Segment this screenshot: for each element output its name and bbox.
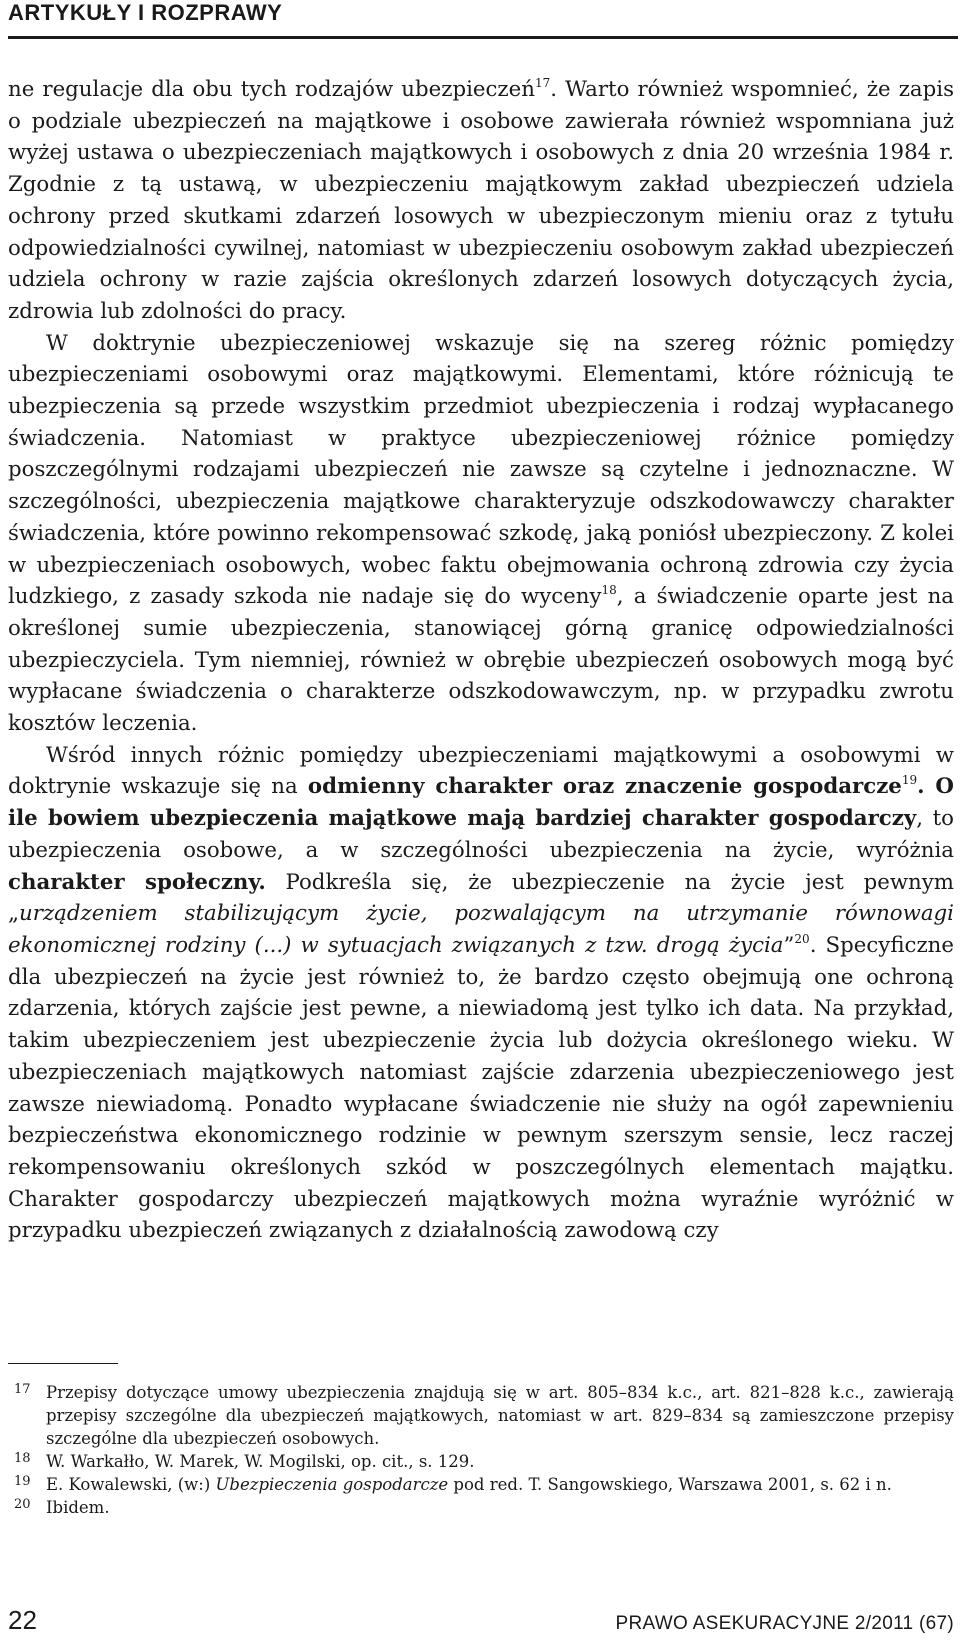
bold-text: . O ile bowiem ubezpieczenia majątkowe mają bardziej charakter gospodarczy — [8, 774, 954, 832]
text-run: , a świadczenie oparte jest na określonej sumie ubezpieczenia, stanowiącej górną granicę odpowiedzialności ubezpieczyciela. Tym niemniej, również w obrębie ubezpieczeń osobowych mogą być wypłacane świadczenia o charakterze odszkodowawczym, np. w przypadku zwrotu kosztów leczenia. — [8, 584, 954, 737]
footnotes — [8, 1381, 954, 1519]
footnote-text — [46, 1475, 892, 1494]
text-run: ne regulacje dla obu tych rodzajów ubezpieczeń — [8, 77, 535, 102]
text-run: , to ubezpieczenia osobowe, a w szczególności ubezpieczenia na życie, wyróżnia — [8, 806, 954, 863]
book-title: Ubezpieczenia gospodarcze — [215, 1475, 449, 1494]
journal-title: PRAWO ASEKURACYJNE 2/2011 (67) — [615, 1613, 954, 1634]
text-run: . Specyficzne dla ubezpieczeń na życie jest również to, że bardzo często obejmują one ochroną zdarzenia, których zajście jest pewne, a niewiadomą jest tylko ich data. Na przykład, takim ubezpieczeniem jest ubezpieczenie życia lub dożycia określonego wieku. W ubezpieczeniach majątkowych natomiast zajście zdarzenia ubezpieczeniowego jest zawsze niewiadomą. Ponadto wypłacane świadczenie nie służy na ogół zapewnieniu bezpieczeństwa ekonomicznego rodzinie w pewnym szerszym sensie, lecz raczej rekompensowaniu określonych szkód w poszczególnych elementach majątku. Charakter gospodarczy ubezpieczeń majątkowych można wyraźnie wyróżnić w przypadku ubezpieczeń związanych z działalnością zawodową czy — [8, 932, 955, 1244]
bold-text: odmienny charakter oraz znaczenie gospodarcze — [307, 774, 902, 800]
section-title: ARTYKUŁY I ROZPRAWY — [8, 0, 283, 25]
text-run: . Warto również wspomnieć, że zapis o podziale ubezpieczeń na majątkowe i osobowe zawierała również wspomniana już wyżej ustawa o ubezpieczeniach majątkowych i osobowych z dnia 20 września 1984 r. Zgodnie z tą ustawą, w ubezpieczeniu majątkowym zakład ubezpieczeń udziela ochrony przed skutkami zdarzeń losowych w ubezpieczonym mieniu oraz z tytułu odpowiedzialności cywilnej, natomiast w ubezpieczeniu osobowym zakład ubezpieczeń udziela ochrony w razie zajścia określonych zdarzeń losowych dotyczących życia, zdrowia lub zdolności do pracy. — [8, 77, 955, 324]
footnote-number: 20 — [14, 1497, 31, 1512]
footnote-number: 19 — [14, 1474, 31, 1489]
text-run: W doktrynie ubezpieczeniowej wskazuje się na szereg różnic pomiędzy ubezpieczeniami osobowymi oraz majątkowymi. Elementami, które różnicują te ubezpieczenia są przede wszystkim przedmiot ubezpieczenia i rodzaj wypłacanego świadczenia. Natomiast w praktyce ubezpieczeniowej różnice pomiędzy poszczególnymi rodzajami ubezpieczeń nie zawsze są czytelne i jednoznaczne. W szczególności, ubezpieczenia majątkowe charakteryzuje odszkodowawczy charakter świadczenia, które powinno rekompensować szkodę, jaką poniósł ubezpieczony. Z kolei w ubezpieczeniach osobowych, wobec faktu obejmowania ochroną zdrowia czy życia ludzkiego, z zasady szkoda nie nadaje się do wyceny — [8, 330, 954, 610]
footnote-ref: 19 — [901, 773, 918, 788]
page-number: 22 — [8, 1605, 37, 1635]
text-run: Podkreśla się, że ubezpieczenie na życie jest pewnym „ — [8, 869, 954, 927]
footnote-number: 17 — [14, 1382, 31, 1397]
article-body — [8, 74, 954, 1247]
text-run: E. Kowalewski, (w:) — [46, 1475, 216, 1494]
paragraph-3 — [8, 740, 954, 1247]
page-footer — [8, 1602, 954, 1642]
paragraph-2 — [8, 328, 954, 740]
footnote-separator — [8, 1363, 118, 1364]
footnote-18 — [8, 1450, 954, 1473]
running-header — [8, 0, 958, 39]
text-run: pod red. T. Sangowskiego, Warszawa 2001, s. 62 i n. — [448, 1475, 892, 1494]
footnote-ref: 18 — [601, 583, 617, 598]
footnote-number: 18 — [14, 1451, 31, 1466]
text-run: ” — [783, 932, 795, 958]
text-run: Wśród innych różnic pomiędzy ubezpieczeniami majątkowymi a osobowymi w doktrynie wskazuje się na — [8, 742, 954, 800]
bold-text: charakter społeczny. — [8, 869, 266, 895]
footnote-20 — [8, 1496, 954, 1519]
footnote-text: Ibidem. — [46, 1498, 110, 1517]
footnote-19 — [8, 1473, 954, 1496]
quoted-italic-text: urządzeniem stabilizującym życie, pozwalającym na utrzymanie równowagi ekonomicznej rodziny (...) w sytuacjach związanych z tzw. drogą życia — [8, 901, 954, 958]
footnote-17 — [8, 1381, 954, 1450]
footnote-text: Przepisy dotyczące umowy ubezpieczenia znajdują się w art. 805–834 k.c., art. 821–828 k.c., zawierają przepisy szczególne dla ubezpieczeń majątkowych, natomiast w art. 829–834 są zamieszczone przepisy szczególne dla ubezpieczeń osobowych. — [46, 1383, 954, 1448]
footnote-ref: 20 — [794, 931, 810, 946]
footnote-text: W. Warkałło, W. Marek, W. Mogilski, op. cit., s. 129. — [46, 1452, 475, 1471]
footnote-ref: 17 — [534, 76, 551, 90]
paragraph-1 — [8, 74, 954, 328]
